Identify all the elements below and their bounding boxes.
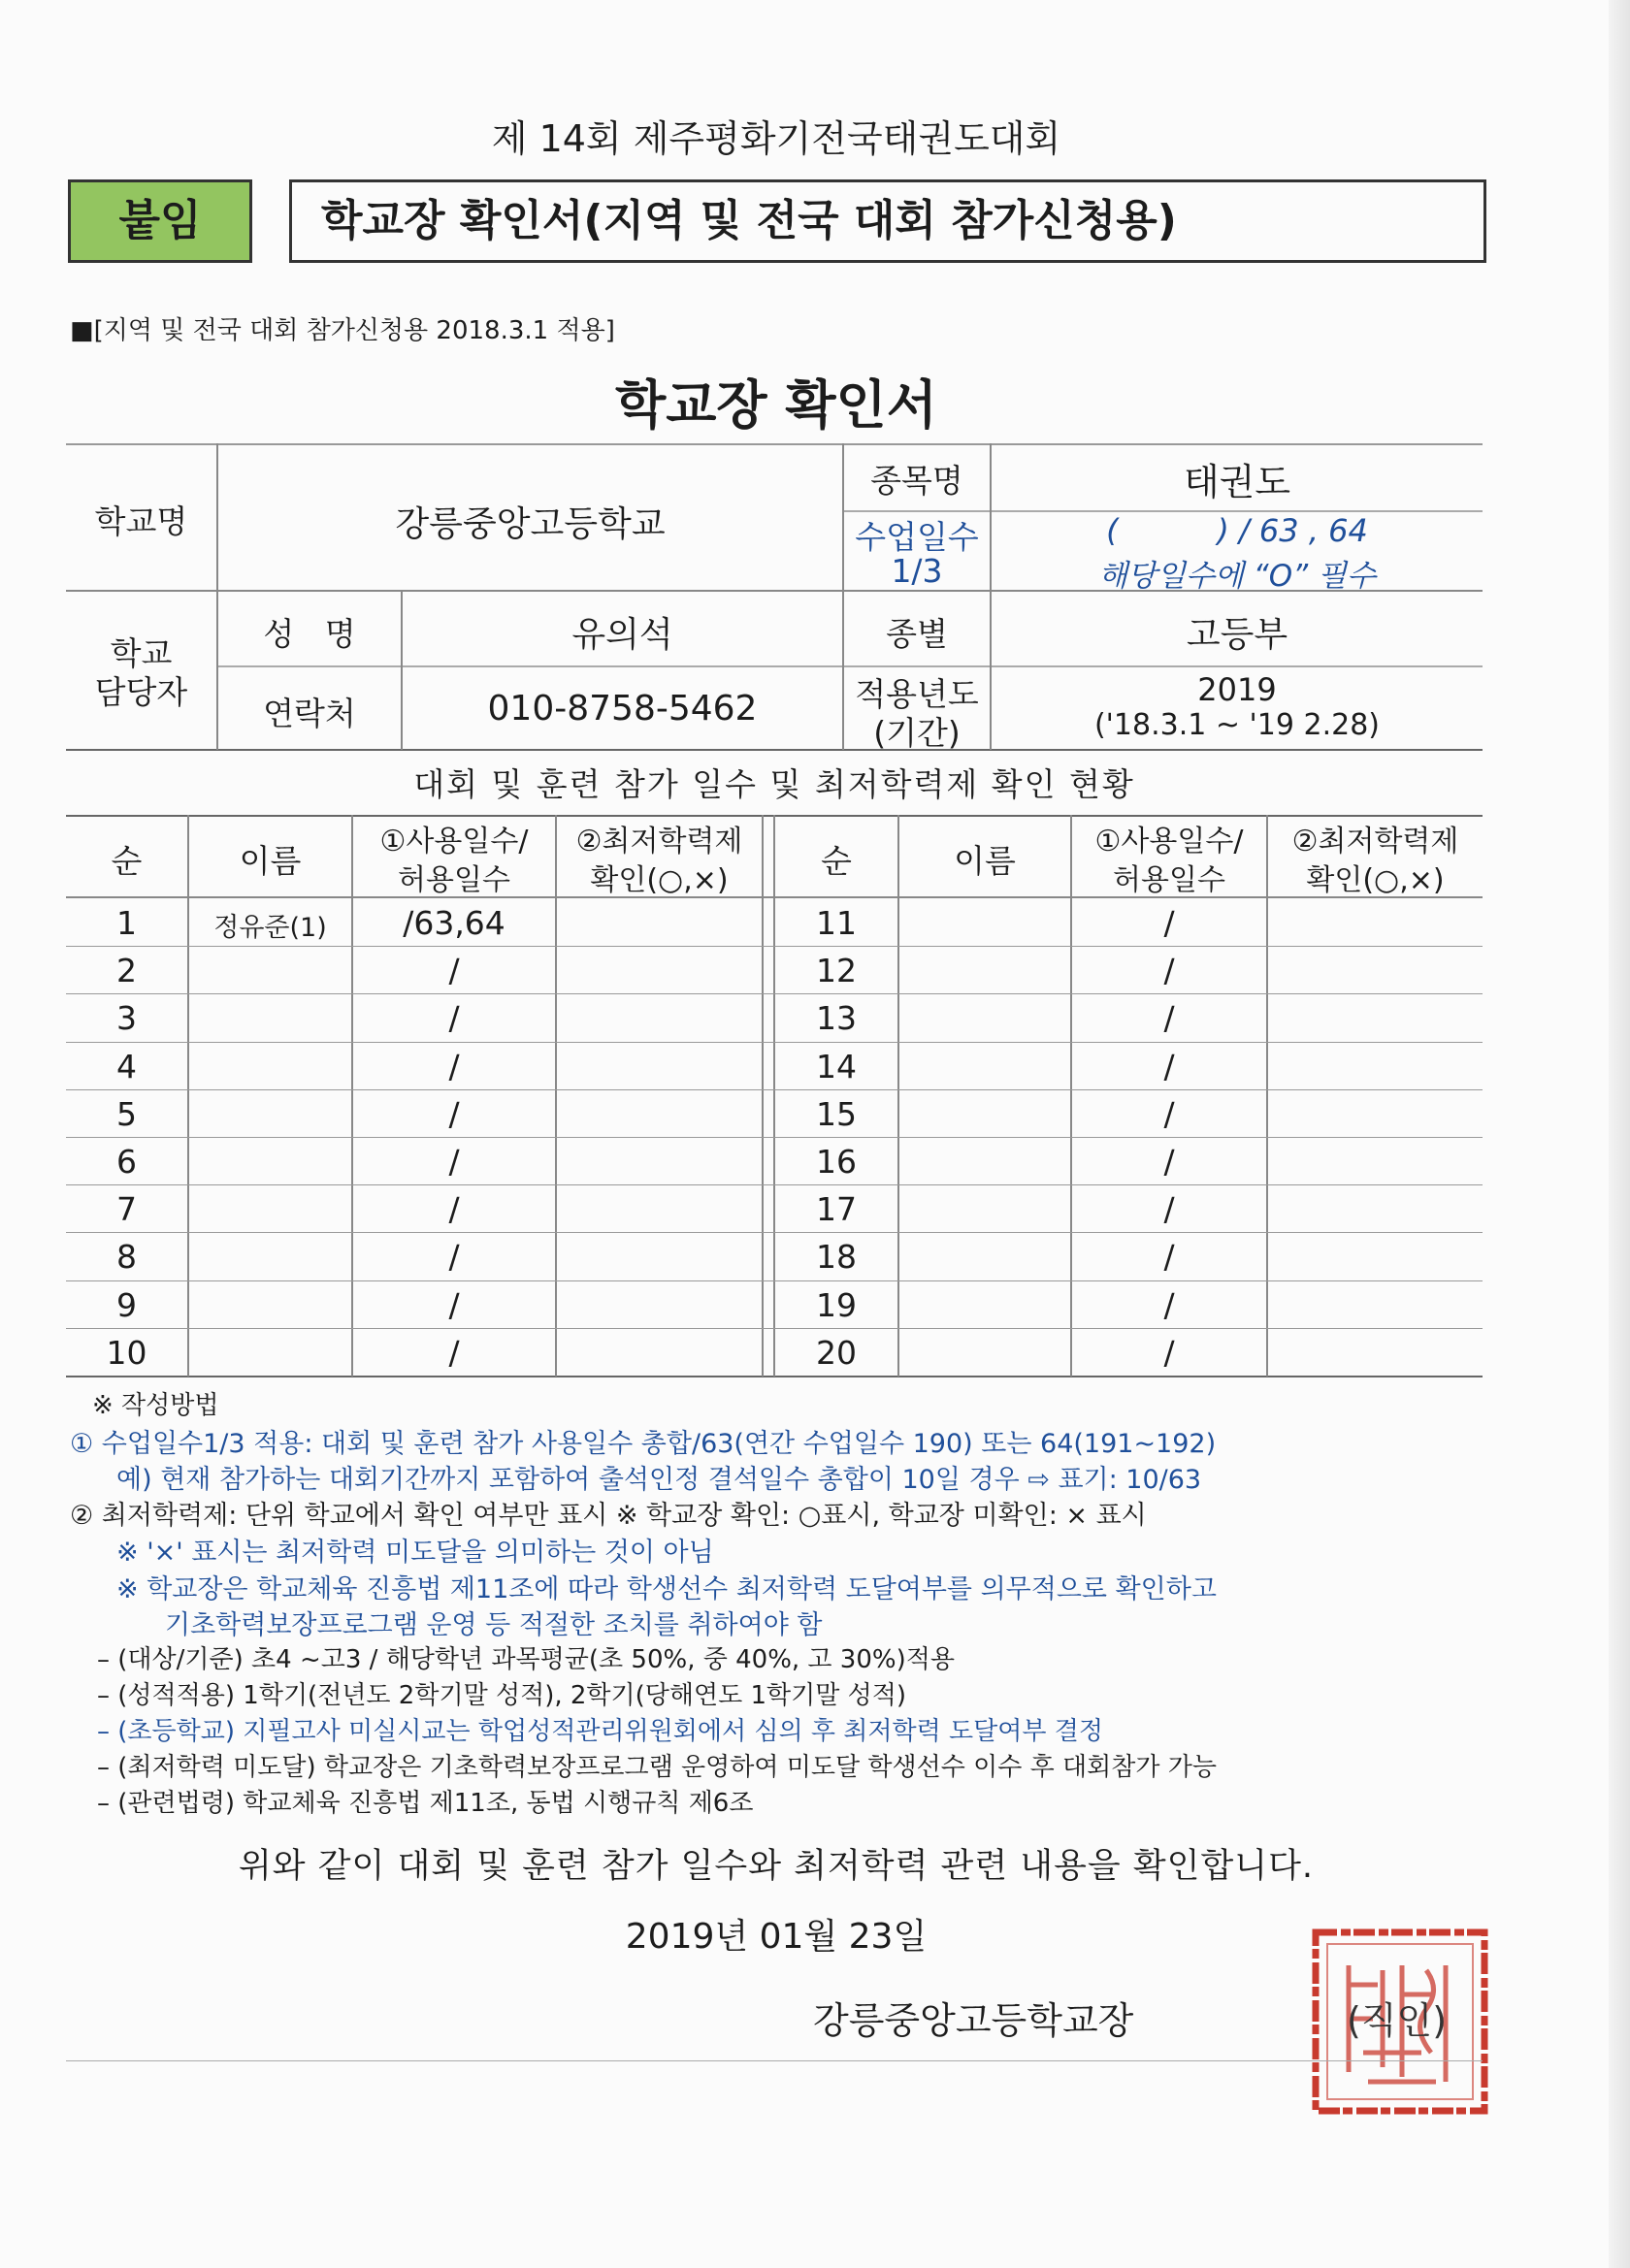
detail-5: – (관련법령) 학교체육 진흥법 제11조, 동법 시행규칙 제6조 bbox=[97, 1789, 754, 1818]
division-label: 종별 bbox=[886, 615, 948, 653]
header-no: 순 bbox=[111, 842, 143, 880]
row-divider bbox=[66, 1137, 1483, 1138]
row-number-right: 12 bbox=[816, 952, 857, 989]
row-number-right: 19 bbox=[816, 1286, 857, 1324]
detail-2: – (성적적용) 1학기(전년도 2학기말 성적), 2학기(당해연도 1학기말 성적) bbox=[97, 1681, 907, 1710]
row-number-right: 17 bbox=[816, 1190, 857, 1228]
school-value: 강릉중앙고등학교 bbox=[395, 504, 666, 544]
name-value: 유의석 bbox=[571, 615, 673, 655]
days-label-1: 수업일수 bbox=[855, 518, 979, 556]
row-divider bbox=[66, 1232, 1483, 1233]
row-days: / bbox=[448, 999, 460, 1037]
manager-label-2: 담당자 bbox=[94, 673, 188, 711]
row-number: 9 bbox=[116, 1286, 137, 1324]
note-2a: ② 최저학력제: 단위 학교에서 확인 여부만 표시 ※ 학교장 확인: ○표시, 학교장 미확인: × 표시 bbox=[70, 1501, 1147, 1531]
bottom-rule bbox=[66, 2060, 1483, 2061]
document-title: 학교장 확인서 bbox=[615, 374, 937, 436]
row-days: / bbox=[448, 1190, 460, 1228]
row-days: / bbox=[448, 1048, 460, 1085]
row-number-right: 13 bbox=[816, 999, 857, 1037]
row-number-right: 15 bbox=[816, 1095, 857, 1133]
header-check-1: ②최저학력제 bbox=[575, 825, 743, 859]
row-days-right: / bbox=[1163, 1190, 1175, 1228]
row-number: 2 bbox=[116, 952, 137, 989]
row-number-right: 14 bbox=[816, 1048, 857, 1085]
row-divider bbox=[66, 1042, 1483, 1043]
row-days: / bbox=[448, 1095, 460, 1133]
row-number-right: 18 bbox=[816, 1238, 857, 1276]
row-days: / bbox=[448, 1334, 460, 1372]
header-check-2: 확인(○,×) bbox=[590, 863, 729, 897]
signer-name: 강릉중앙고등학교장 bbox=[813, 1999, 1134, 2042]
row-days: /63,64 bbox=[403, 904, 505, 942]
section-title: 대회 및 훈련 참가 일수 및 최저학력제 확인 현황 bbox=[413, 765, 1135, 803]
row-days-right: / bbox=[1163, 1143, 1175, 1181]
row-days: / bbox=[448, 1238, 460, 1276]
school-label: 학교명 bbox=[94, 502, 188, 540]
notes-heading: ※ 작성방법 bbox=[92, 1391, 219, 1420]
row-number-right: 20 bbox=[816, 1334, 857, 1372]
row-days: / bbox=[448, 1143, 460, 1181]
year-label-2: (기간) bbox=[873, 714, 961, 752]
row-days-right: / bbox=[1163, 1238, 1175, 1276]
header-days-2-right: 허용일수 bbox=[1113, 863, 1225, 897]
detail-4: – (최저학력 미도달) 학교장은 기초학력보장프로그램 운영하여 미도달 학생선수 이수 후 대회참가 가능 bbox=[97, 1753, 1217, 1782]
row-divider bbox=[66, 1089, 1483, 1090]
row-divider bbox=[66, 946, 1483, 947]
seal-label: (직인) bbox=[1347, 1999, 1448, 2042]
detail-3: – (초등학교) 지필고사 미실시교는 학업성적관리위원회에서 심의 후 최저학력 도달여부 결정 bbox=[97, 1717, 1103, 1746]
attachment-title: 학교장 확인서(지역 및 전국 대회 참가신청용) bbox=[289, 179, 1486, 263]
attachment-badge: 붙임 bbox=[68, 179, 252, 263]
days-label-2: 1/3 bbox=[891, 552, 943, 590]
manager-label-1: 학교 bbox=[110, 634, 173, 672]
row-number: 10 bbox=[106, 1334, 147, 1372]
header-no-right: 순 bbox=[821, 842, 852, 880]
row-number: 1 bbox=[116, 904, 137, 942]
row-name: 정유준(1) bbox=[213, 913, 327, 943]
header-name-right: 이름 bbox=[954, 842, 1016, 880]
row-number: 8 bbox=[116, 1238, 137, 1276]
row-days-right: / bbox=[1163, 1286, 1175, 1324]
event-label: 종목명 bbox=[870, 462, 963, 500]
contact-label: 연락처 bbox=[263, 695, 356, 732]
year-value-1: 2019 bbox=[1197, 671, 1277, 708]
days-value-2: 해당일수에 “O” 필수 bbox=[1098, 559, 1376, 594]
scan-edge bbox=[1609, 0, 1630, 2268]
days-value-1: ( ) / 63 , 64 bbox=[1106, 512, 1368, 549]
note-2b: ※ '×' 표시는 최저학력 미도달을 의미하는 것이 아님 bbox=[116, 1538, 714, 1568]
row-days-right: / bbox=[1163, 1334, 1175, 1372]
row-number: 5 bbox=[116, 1095, 137, 1133]
header-days-1-right: ①사용일수/ bbox=[1094, 825, 1244, 859]
header-check-1-right: ②최저학력제 bbox=[1291, 825, 1459, 859]
note-1a: ① 수업일수1/3 적용: 대회 및 훈련 참가 사용일수 총합/63(연간 수업일수 190) 또는 64(191~192) bbox=[70, 1429, 1217, 1459]
row-number-right: 11 bbox=[816, 904, 857, 942]
header-days-1: ①사용일수/ bbox=[379, 825, 529, 859]
issue-date: 2019년 01월 23일 bbox=[625, 1917, 928, 1957]
row-divider bbox=[66, 993, 1483, 994]
header-check-2-right: 확인(○,×) bbox=[1306, 863, 1445, 897]
year-value-2: ('18.3.1 ~ '19 2.28) bbox=[1093, 708, 1381, 742]
row-number: 6 bbox=[116, 1143, 137, 1181]
row-days: / bbox=[448, 952, 460, 989]
row-number: 4 bbox=[116, 1048, 137, 1085]
row-days-right: / bbox=[1163, 1048, 1175, 1085]
row-number-right: 16 bbox=[816, 1143, 857, 1181]
row-days-right: / bbox=[1163, 952, 1175, 989]
year-label-1: 적용년도 bbox=[855, 675, 979, 713]
row-divider bbox=[66, 1280, 1483, 1281]
row-number: 3 bbox=[116, 999, 137, 1037]
row-divider bbox=[66, 1328, 1483, 1329]
name-label: 성 명 bbox=[263, 615, 356, 653]
row-divider bbox=[66, 1184, 1483, 1185]
event-title: 제 14회 제주평화기전국태권도대회 bbox=[491, 117, 1061, 160]
event-value: 태권도 bbox=[1183, 461, 1291, 503]
row-days-right: / bbox=[1163, 904, 1175, 942]
applicability-note: ■[지역 및 전국 대회 참가신청용 2018.3.1 적용] bbox=[70, 316, 615, 345]
row-number: 7 bbox=[116, 1190, 137, 1228]
confirmation-statement: 위와 같이 대회 및 훈련 참가 일수와 최저학력 관련 내용을 확인합니다. bbox=[238, 1847, 1315, 1886]
header-days-2: 허용일수 bbox=[398, 863, 510, 897]
row-days-right: / bbox=[1163, 999, 1175, 1037]
note-2d: 기초학력보장프로그램 운영 등 적절한 조치를 취하여야 함 bbox=[165, 1610, 823, 1640]
detail-1: – (대상/기준) 초4 ~고3 / 해당학년 과목평균(초 50%, 중 40%, 고 30%)적용 bbox=[97, 1645, 955, 1674]
row-days-right: / bbox=[1163, 1095, 1175, 1133]
note-2c: ※ 학교장은 학교체육 진흥법 제11조에 따라 학생선수 최저학력 도달여부를 의무적으로 확인하고 bbox=[116, 1574, 1217, 1604]
header-name: 이름 bbox=[239, 842, 302, 880]
row-days: / bbox=[448, 1286, 460, 1324]
contact-value: 010-8758-5462 bbox=[487, 689, 758, 729]
note-1b: 예) 현재 참가하는 대회기간까지 포함하여 출석인정 결석일수 총합이 10일 경우 ⇨ 표기: 10/63 bbox=[116, 1465, 1202, 1495]
division-value: 고등부 bbox=[1186, 615, 1288, 655]
